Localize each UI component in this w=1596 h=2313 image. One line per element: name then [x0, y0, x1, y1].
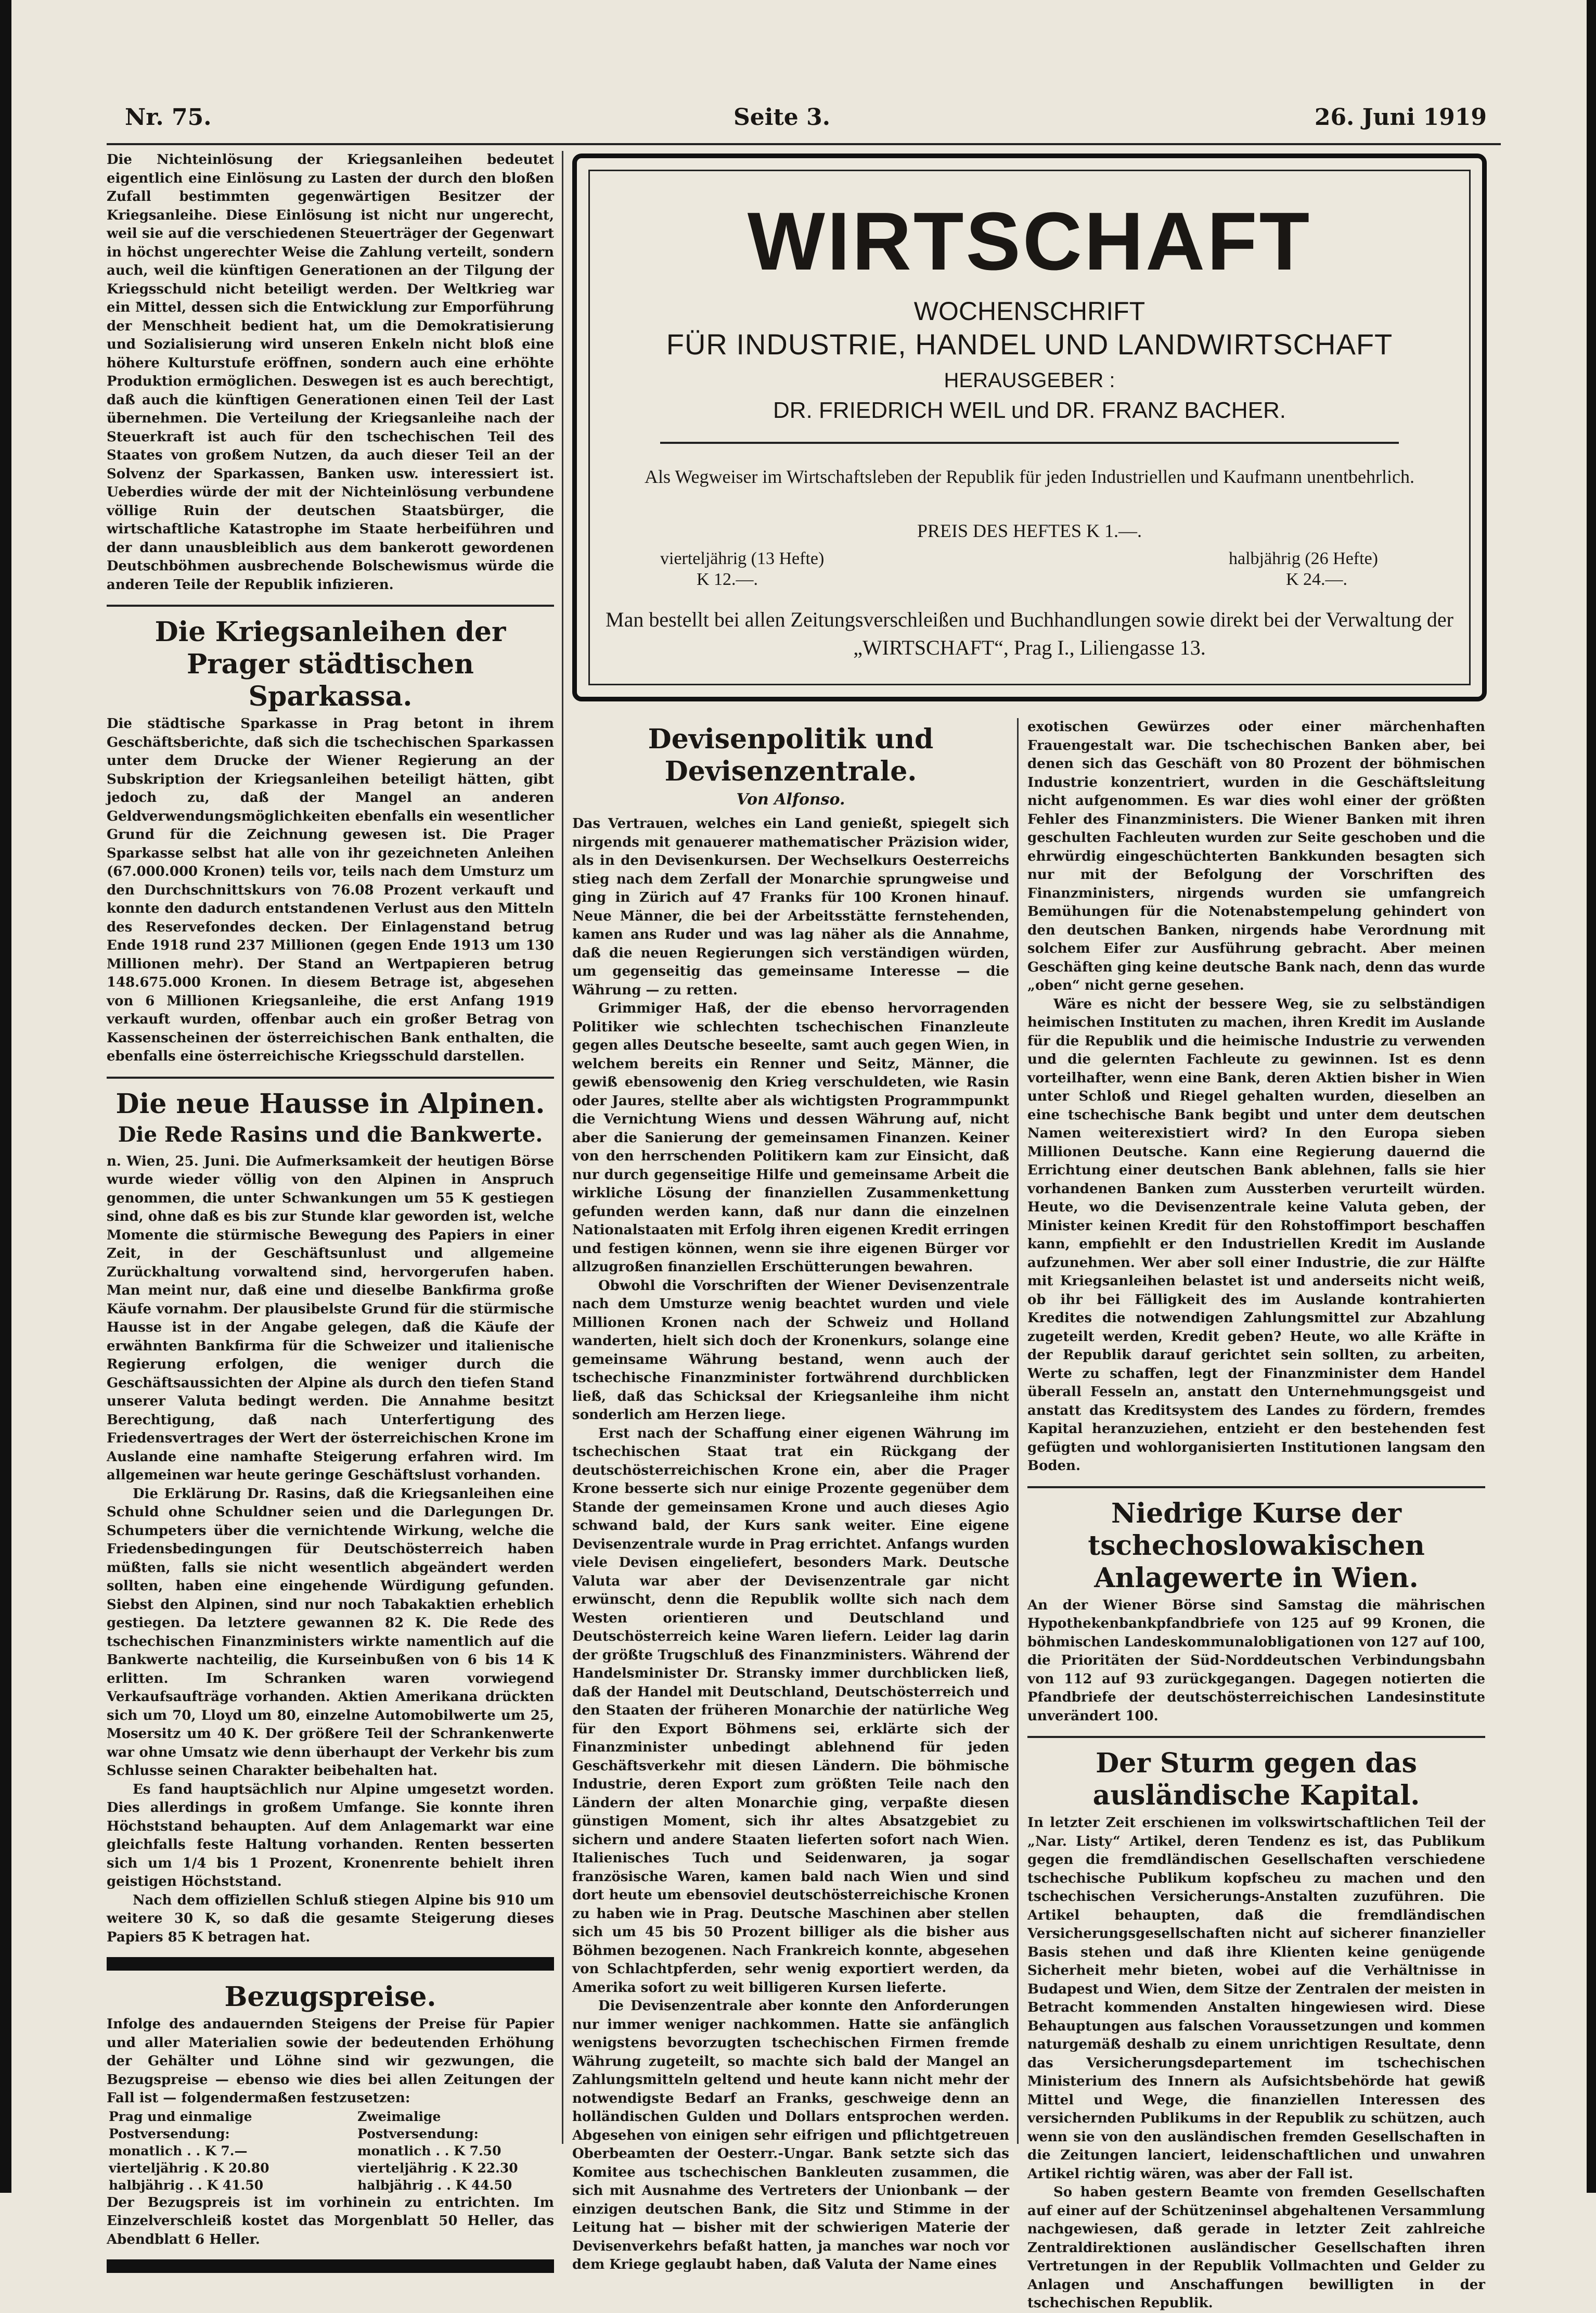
article-text: Nach dem offiziellen Schluß stiegen Alpine bis 910 um weitere 30 K, so daß die gesamte Steigerung dieses Papiers 85 K betragen hat. — [107, 1892, 554, 1945]
article-text: Das Vertrauen, welches ein Land genießt, spiegelt sich nirgends mit genauerer mathematischer Präzision wider, als in den Devisenkursen. Der Wechselkurs Oesterreichs stieg nach dem Zerfall der Monarchie sprungweise und ging in Zürich auf 47 Franks für 100 Kronen hinauf. Neue Männer, die bei der Arbeitsstätte fernstehenden, kamen ans Ruder und was lag näher als die Annahme, daß die neuen Regierungen sich verständigen würden, um gegenseitig das gemeinsame Interesse — die Währung — zu retten. — [572, 816, 1009, 998]
issue-date: 26. Juni 1919 — [1314, 104, 1487, 131]
article-text: Wäre es nicht der bessere Weg, sie zu selbständigen heimischen Instituten zu machen, ihren Kredit im Auslande für die Republik und die heimische Industrie zu verwenden und die gelernten Fachleute zu gewinnen. Ist es denn vorteilhafter, wenn eine Bank, deren Aktien bisher in Wien unter Schloß und Riegel gehalten wurden, dieselben an eine tschechische Bank begibt und unter dem deutschen Namen weiterexistiert wird? In den Europa sieben Millionen Deutsche. Kann eine Regierung dauernd die Errichtung einer deutschen Bank ablehnen, falls sie hier vorhandenen Banken zum Aussterben verurteilt würden. Heute, wo die Devisenzentrale keine Valuta geben, der Minister keinen Kredit für den Rohstoffimport beschaffen kann, empfiehlt er den Industriellen Kredit im Auslande aufzunehmen. Wer aber soll einer Industrie, die zur Hälfte mit Kriegsanleihen belastet ist und anderseits nicht weiß, ob ihr bei Fälligkeit des im Auslande kontrahierten Kredites die notwendigen Zahlungsmittel zur Abzahlung zugeteilt werden, Kredit geben? Heute, wo alle Kräfte in der Republik darauf gerichtet sein sollten, zu arbeiten, Werte zu schaffen, legt der Finanzminister dem Handel überall Fesseln an, anstatt den Unternehmungsgeist und anstatt das Kreditsystem des Landes zu fördern, fremdes Kapital heranzuziehen, entzieht er den bestehenden fest gefügten und wohlorganisierten Institutionen langsam den Boden. — [1027, 996, 1485, 1474]
scan-edge-left — [0, 0, 11, 2193]
ad-title: WIRTSCHAFT — [747, 196, 1312, 287]
ad-halfyear-price: K 24.—. — [1286, 570, 1348, 589]
article-devisenpolitik — [572, 723, 1009, 2274]
price-right: K 7.50 — [454, 2143, 501, 2158]
article-niedrige-kurse — [1027, 1498, 1485, 1726]
article-text: Der Bezugspreis ist im vorhinein zu entrichten. Im Einzelverschleiß kostet das Morgenblatt 50 Heller, das Abendblatt 6 Heller. — [107, 2194, 554, 2247]
ad-quarterly-price: K 12.—. — [697, 570, 758, 589]
black-divider — [107, 2259, 554, 2273]
left-column — [107, 151, 554, 2247]
article-alpine-hausse — [107, 1088, 554, 1947]
price-period: monatlich — [109, 2143, 183, 2158]
article-sparkassa — [107, 616, 554, 1066]
ad-subtitle: WOCHENSCHRIFT — [913, 297, 1145, 326]
price-period: vierteljährig — [357, 2160, 448, 2176]
ad-halfyear — [1229, 548, 1378, 590]
price-right: K 44.50 — [455, 2177, 512, 2193]
column-rule — [1017, 718, 1019, 2144]
article-text: In letzter Zeit erschienen im volkswirtschaftlichen Teil der „Nar. Listy“ Artikel, deren Tendenz es ist, das Publikum gegen die fremdländischen Gesellschaften verschiedene tschechische Publikum kopfscheu zu machen und den tschechischen Versicherungs-Anstalten zuzuführen. Die Artikel behaupten, daß die fremdländischen Versicherungsgesellschaften nicht auf sicherer finanzieller Basis stehen und daß ihre Klienten keine genügende Sicherheit mehr bieten, wobei auf die Verhältnisse in Budapest und Wien, dem Sitze der Zentralen der meisten in Betracht kommenden Anstalten hingewiesen wird. Diese Behauptungen aus falschen Voraussetzungen und kommen naturgemäß deshalb zu einem unrichtigen Resultate, denn das Versicherungsdepartement im tschechischen Ministerium des Innern als Aufsichtsbehörde hat gewiß Mittel und Wege, die finanziellen Interessen des versichernden Publikums in der Republik zu schützen, auch wenn sie von den ausländischen fremden Gesellschaften in die Zeitungen lanciert, leidenschaftlichen und unwahren Artikel richtig wären, was aber der Fall ist. — [1027, 1815, 1485, 2182]
price-period: halbjährig — [357, 2177, 433, 2193]
price-period: halbjährig — [109, 2177, 184, 2193]
divider — [1027, 1486, 1485, 1488]
ad-publisher-label: HERAUSGEBER : — [944, 369, 1115, 392]
page-number: Seite 3. — [733, 104, 831, 131]
ad-editors: DR. FRIEDRICH WEIL und DR. FRANZ BACHER. — [773, 398, 1286, 423]
article-text: Die städtische Sparkasse in Prag betont in ihrem Geschäftsberichte, daß sich die tschechischen Sparkassen unter dem Drucke der Wiener Regierung an der Subskription der Kriegsanleihen beteiligt hätten, gibt jedoch zu, daß der Mangel an anderen Geldverwendungsmöglichkeiten ebenfalls ein wesentlicher Grund für die Zeichnung gewesen ist. Die Prager Sparkasse selbst hat alle von ihr gezeichneten Anleihen (67.000.000 Kronen) teils vor, teils nach dem Umsturz um den Durchschnittskurs von 76.08 Prozent verkauft und konnte den dadurch entstandenen Verlust aus den Mitteln des Reservefondes decken. Der Einlagenstand betrug Ende 1918 rund 237 Millionen (gegen Ende 1913 um 130 Millionen mehr). Der Stand an Wertpapieren betrug 148.675.000 Kronen. In diesem Betrage ist, abgesehen von 6 Millionen Kriegsanleihe, die erst Anfang 1919 verkauft wurden, offenbar auch ein großer Betrag von Kassenscheinen der österreichischen Bank enthalten, die ebenfalls eine österreichische Kriegsschuld darstellen. — [107, 716, 554, 1064]
article-text: Die Erklärung Dr. Rasins, daß die Kriegsanleihen eine Schuld ohne Schuldner seien und die Darlegungen Dr. Schumpeters über die vernichtende Wirkung, welche die Friedensbedingungen für Deutschösterreich haben müßten, falls sie nicht wesentlich abgeändert werden sollten, haben eine eingehende Würdigung gefunden. Siebst den Alpinen, sind nur noch Tabakaktien erheblich gestiegen. Da letztere gewannen 82 K. Die Rede des tschechischen Finanzministers wirkte namentlich auf die Bankwerte nachteilig, die Kurseinbußen von 6 bis 14 K erlitten. Im Schranken waren vorwiegend Verkaufsaufträge vorhanden. Aktien Amerikana drückten sich um 70, Lloyd um 80, einzelne Automobilwerte um 25, Mosersitz um 40 K. Der größere Teil der Schrankenwerte war ohne Umsatz wie denn überhaupt der Verkehr bis zum Schlusse seinen Charakter beibehalten hat. — [107, 1486, 554, 1779]
article-text: Es fand hauptsächlich nur Alpine umgesetzt worden. Dies allerdings in großem Umfange. Sie konnte ihren Höchststand behaupten. Auf dem Anlagemarkt war eine gleichfalls feste Haltung vorhanden. Renten besserten sich um 1/4 bis 1 Prozent, Kronenrente behielt ihren geistigen Höchststand. — [107, 1781, 554, 1889]
price-right: K 22.30 — [461, 2160, 518, 2176]
price-period: vierteljährig — [109, 2160, 199, 2176]
price-period: monatlich — [357, 2143, 431, 2158]
ad-description: Als Wegweiser im Wirtschaftsleben der Republik für jeden Industriellen und Kaufmann unentbehrlich. — [645, 466, 1414, 487]
article-text: Obwohl die Vorschriften der Wiener Devisenzentrale nach dem Umsturze wenig beachtet wurden und viele Millionen Kronen nach der Schweiz und Holland wanderten, hielt sich doch der Kronenkurs, solange eine gemeinsame Währung bestand, wenn auch der tschechische Finanzminister fortwährend durchblicken ließ, daß das Schicksal der Kriegsanleihe ihm nicht sonderlich am Herzen liege. — [572, 1277, 1009, 1423]
article-title: Die Kriegsanleihen der Prager städtischen Sparkassa. — [155, 616, 506, 712]
black-divider — [107, 1957, 554, 1971]
article-kriegsanleihe-intro — [107, 151, 554, 594]
article-devisenpolitik-continued — [1027, 718, 1485, 1476]
article-text: An der Wiener Börse sind Samstag die mährischen Hypothekenbankpfandbriefe von 125 auf 99 Kronen, die böhmischen Landeskommunalobligationen von 127 auf 100, die Prioritäten der Süd-Norddeutschen Verbindungsbahn von 112 auf 93 zurückgegangen. Dagegen notierten die Pfandbriefe der deutschösterreichischen Landesinstitute unverändert 100. — [1027, 1597, 1485, 1724]
ad-quarterly-label: vierteljährig (13 Hefte) — [660, 549, 825, 568]
ad-rule — [660, 442, 1399, 444]
ad-price: PREIS DES HEFTES K 1.—. — [917, 520, 1142, 541]
article-author: Von Alfonso. — [736, 790, 845, 809]
middle-column — [572, 718, 1010, 2272]
ad-halfyear-label: halbjährig (26 Hefte) — [1229, 549, 1378, 568]
column-rule — [562, 151, 563, 2144]
page-header — [104, 104, 1502, 140]
price-row: monatlich . . K 7.— monatlich . . K 7.50 — [109, 2143, 501, 2158]
header-rule — [107, 143, 1501, 145]
right-column — [1027, 718, 1485, 2311]
article-title: Niedrige Kurse der tschechoslowakischen Anlagewerte in Wien. — [1088, 1497, 1425, 1594]
article-text: Erst nach der Schaffung einer eigenen Währung im tschechischen Staat trat ein Rückgang der deutschösterreichischen Krone ein, aber die Prager Krone besserte sich nur einige Prozente gegenüber dem Stande der gemeinsamen Krone und auch dieses Agio schwand bald, der Kurs sank weiter. Eine eigene Devisenzentrale wurde in Prag errichtet. Anfangs wurden viele Devisen eingeliefert, besonders Mark. Deutsche Valuta war aber der Devisenzentrale gar nicht erwünscht, denn die Republik wollte sich nach dem Westen orientieren und Deutschland und Deutschösterreich keine Waren liefern. Leider lag darin der größte Trugschluß des Finanzministers. Während der Handelsminister Dr. Stransky immer durchblicken ließ, daß der Handel mit Deutschland, Deutschösterreich und den Staaten der früheren Monarchie der natürliche Weg für den Export Böhmens sei, erklärte sich der Finanzminister unbedingt ablehnend für jeden Geschäftsverkehr mit diesen Ländern. Die böhmische Industrie, deren Export zum größten Teile nach den Ländern der alten Monarchie ging, verpaßte diesen günstigen Moment, sich ihr altes Absatzgebiet zu sichern und andere Staaten lieferten sofort nach Wien. Italienisches Tuch und Seidenwaren, ja sogar französische Waren, kamen bald nach Wien und sind dort heute um ebensoviel deutschösterreichische Kronen zu haben wie in Prag. Deutsche Maschinen aber stellen sich um 45 bis 50 Prozent billiger als die bisher aus Böhmen bezogenen. Nach Frankreich konnte, abgesehen von Schlachtpferden, sehr wenig exportiert werden, da Amerika sofort zu weit billigeren Kursen lieferte. — [572, 1425, 1010, 1996]
article-subtitle: Die Rede Rasins und die Bankwerte. — [118, 1122, 543, 1147]
divider — [1027, 1736, 1485, 1738]
article-text: Infolge des andauernden Steigens der Preise für Papier und aller Materialien sowie der bedeutenden Erhöhung der Gehälter und Löhne sind wir gezwungen, die Bezugspreise — ebenso wie dies bei allen Zeitungen der Fall ist — folgendermaßen festzusetzen: — [107, 2016, 554, 2106]
article-bezugspreise — [107, 1981, 554, 2249]
price-row: vierteljährig . K 20.80 vierteljährig . K 22.30 — [109, 2160, 518, 2176]
article-text: Die Devisenzentrale aber konnte den Anforderungen nur immer weniger nachkommen. Hatte sie anfänglich wenigstens bevorzugten tschechischen Firmen fremde Währung zugeteilt, so machte sich bald der Mangel an Zahlungsmitteln geltend und heute kann nicht mehr der notwendigste Bedarf an Franks, geschweige denn an holländischen Gulden und Dollars entsprochen werden. Abgesehen von einigen sehr eifrigen und pflichtgetreuen Oberbeamten der Oesterr.-Ungar. Bank setzte sich das Komitee aus tschechischen Bankleuten zusammen, die sich mit Ausnahme des Vertreters der Unionbank — der einzigen deutschen Bank, die Sitz und Stimme in der Leitung hat — bisher mit der schwierigen Materie der Devisenverkehrs befaßt hatten, ja manches war noch vor dem Kriege geglaubt haben, daß Valuta der Name eines — [572, 1998, 1009, 2272]
scan-edge-right — [1587, 0, 1596, 2193]
price-head-right: Zweimalige Postversendung: — [357, 2108, 479, 2141]
article-text: Grimmiger Haß, der die ebenso hervorragenden Politiker wie schlechten tschechischen Finanzleute gegen alles Deutsche beseelte, samt auch gegen Wien, in welchem bereits ein Renner und Seitz, Männer, die gewiß ebensowenig den Krieg verschuldeten, wie Rasin oder Jaures, stellte aber als wichtigsten Programmpunkt die Vernichtung Wiens und dessen Währung auf, nicht aber die Sanierung der gemeinsamen Finanzen. Keiner von den herrschenden Politikern kam zur Einsicht, daß nur durch gegenseitige Hilfe und gemeinsame Arbeit die wirkliche Lösung der finanziellen Zusammenkettung gefunden werden kann, daß nur dann die einzelnen Nationalstaaten mit Erfolg ihren eigenen Kredit erringen und festigen können, wenn sie ihre eigenen Bürger vor allzugroßen finanziellen Erschütterungen bewahren. — [572, 1001, 1009, 1275]
divider — [107, 605, 554, 607]
price-left: K 7.— — [204, 2143, 248, 2158]
article-text: So haben gestern Beamte von fremden Gesellschaften auf einer auf der Schützeninsel abgehaltenen Versammlung nachgewiesen, daß gerade in letzter Zeit zahlreiche Zentraldirektionen ausländischer Gesellschaften ihren Vertretungen in der Republik Vollmachten und Gelder zu Anlagen und Anschaffungen bewilligten in der tschechischen Republik. — [1027, 2184, 1485, 2311]
price-left: K 41.50 — [207, 2177, 264, 2193]
ad-order-text: Man bestellt bei allen Zeitungsverschleißen und Buchhandlungen sowie direkt bei der Verwaltung der „WIRTSCHAFT“, Prag I., Liliengasse 13. — [606, 608, 1453, 659]
divider — [107, 1077, 554, 1079]
price-left: K 20.80 — [212, 2160, 269, 2176]
price-row: halbjährig . . K 41.50 halbjährig . . K 44.50 — [109, 2177, 512, 2193]
issue-number: Nr. 75. — [125, 104, 212, 131]
intro-paragraph: Die Nichteinlösung der Kriegsanleihen bedeutet eigentlich eine Einlösung zu Lasten der durch den bloßen Zufall bestimmten gegenwärtigen Besitzer der Kriegsanleihe. Diese Einlösung ist nicht nur ungerecht, weil sie auf die verschiedenen Steuerträger der Gegenwart in höchst ungerechter Weise die Zahlung verteilt, sondern auch, weil die künftigen Generationen an der Tilgung der Kriegsschuld nicht beteiligt werden. Der Weltkrieg war ein Mittel, dessen sich die Entwicklung zur Emporführung der Menschheit bedient hat, um die Demokratisierung und Sozialisierung wird unseren Enkeln nicht bloß eine höhere Kulturstufe eröffnen, sondern auch eine erhöhte Produktion ermöglichen. Deswegen ist es auch berechtigt, daß auch die künftigen Generationen einen Teil der Last übernehmen. Die Verteilung der Kriegsanleihe nach der Steuerkraft ist auch für den tschechischen Teil des Staates von großem Nutzen, da auch dieser Teil an der Solvenz der Sparkassen, Banken usw. interessiert ist. Ueberdies würde der mit der Nichteinlösung verbundene völlige Ruin der deutschen Staatsbürger, die wirtschaftliche Katastrophe im Staate herbeiführen und der dann unausbleiblich aus dem bankerott gewordenen Deutschböhmen ausbrechende Bolschewismus würde die anderen Teile der Republik infizieren. — [107, 152, 554, 593]
article-title: Devisenpolitik und Devisenzentrale. — [648, 723, 934, 787]
article-text: n. Wien, 25. Juni. Die Aufmerksamkeit der heutigen Börse wurde wieder völlig von den Alpinen in Anspruch genommen, die unter Schwankungen um 55 K gestiegen sind, ohne daß es bis zur Stunde klar geworden ist, welche Momente die stürmische Bewegung des Papiers in einer Zeit, in der Geschäftsunlust und allgemeine Zurückhaltung vorwaltend sind, hervorgerufen haben. Man meint nur, daß eine und dieselbe Bankfirma große Käufe vornahm. Der plausibelste Grund für die stürmische Hausse ist in der Angabe gelegen, daß die Käufe der erwähnten Bankfirma für die Schweizer und italienische Regierung erfolgen, die weniger durch die Geschäftsaussichten der Alpine als durch den tiefen Stand unserer Valuta bedingt werden. Die Annahme besitzt Berechtigung, daß nach Unterfertigung des Friedensvertrages der Wert der österreichischen Krone im Auslande eine namhafte Steigerung erfahren wird. Im allgemeinen war heute geringe Geschäftslust vorhanden. — [107, 1153, 554, 1483]
article-text: exotischen Gewürzes oder einer märchenhaften Frauengestalt war. Die tschechischen Banken aber, bei denen sich das Geschäft von 80 Prozent der böhmischen Industrie konzentriert, wurden in die Geschäftsleitung nicht aufgenommen. Es war dies wohl einer der größten Fehler des Finanzministers. Die Wiener Banken mit ihren geschulten Fachleuten wurden zur Seite geschoben und die ehrwürdig eingeschüchterten Bankkunden besagten sich nur mit der Befolgung der Vorschriften des Finanzministers, nirgends wurden sie umfangreich Bemühungen für die Notenabstempelung gehindert von den deutschen Banken, nirgends habe Verordnung mit solchem Eifer zur Ausführung gebracht. Aber meinen Geschäften ging keine deutsche Bank nach, denn das wurde „oben“ nicht gerne gesehen. — [1027, 719, 1485, 993]
wirtschaft-advertisement — [572, 154, 1487, 701]
article-title: Der Sturm gegen das ausländische Kapital. — [1092, 1747, 1420, 1811]
price-table — [107, 2108, 554, 2194]
price-head-left: Prag und einmalige Postversendung: — [109, 2108, 252, 2141]
ad-subtitle: FÜR INDUSTRIE, HANDEL UND LANDWIRTSCHAFT — [666, 328, 1393, 361]
article-sturm-kapital — [1027, 1747, 1485, 2313]
ad-quarterly — [660, 548, 824, 590]
article-title: Die neue Hausse in Alpinen. — [115, 1088, 545, 1120]
article-title: Bezugspreise. — [224, 1981, 436, 2013]
